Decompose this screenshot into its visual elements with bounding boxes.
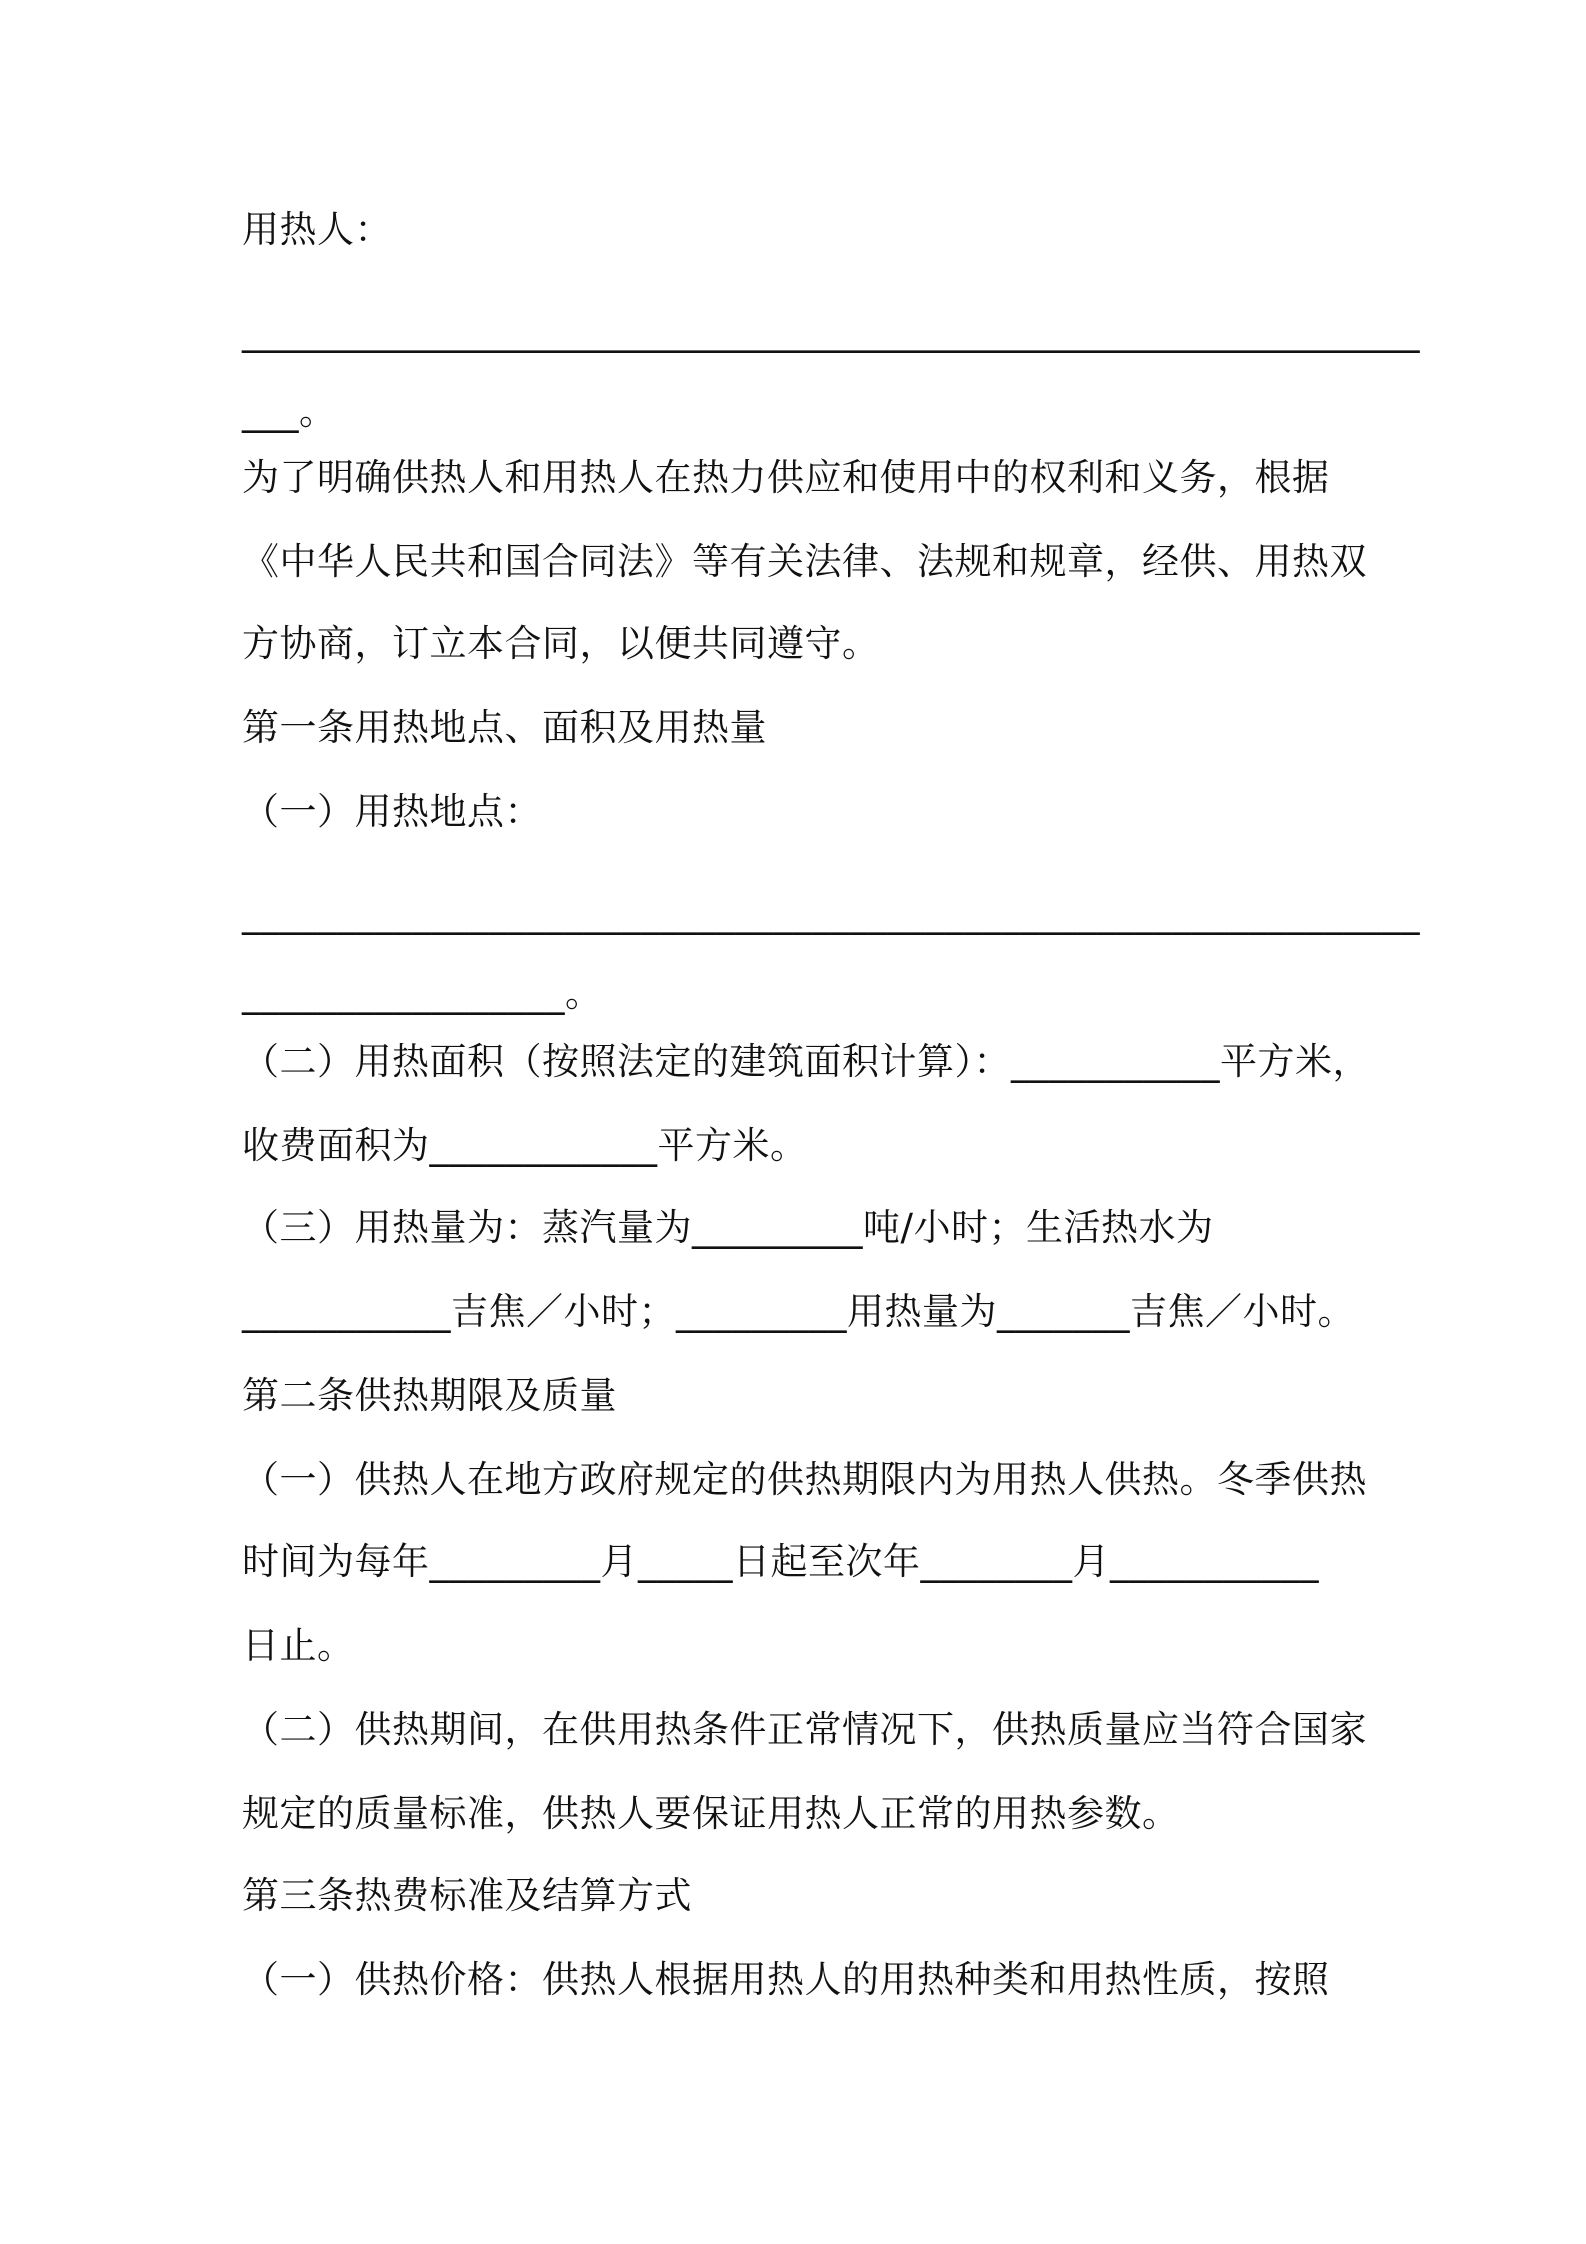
- clause-1-2-line-1: （二）用热面积（按照法定的建筑面积计算）：___________平方米，: [242, 1040, 1370, 1083]
- preamble-line-2: 《中华人民共和国合同法》等有关法律、法规和规章，经供、用热双: [242, 540, 1367, 583]
- clause-3-1-line-1: （一）供热价格：供热人根据用热人的用热种类和用热性质，按照: [242, 1958, 1330, 2001]
- clause-1-3-line-2: ___________吉焦／小时；_________用热量为_______吉焦／小时。: [242, 1290, 1355, 1333]
- clause-2-1-line-1: （一）供热人在地方政府规定的供热期限内为用热人供热。冬季供热: [242, 1458, 1367, 1501]
- article-2-heading: 第二条供热期限及质量: [242, 1374, 617, 1417]
- blank-line-end: _________________。: [242, 972, 603, 1015]
- article-1-heading: 第一条用热地点、面积及用热量: [242, 706, 767, 749]
- preamble-line-1: 为了明确供热人和用热人在热力供应和使用中的权利和义务，根据: [242, 456, 1330, 499]
- blank-line: ______________________________________________________________: [242, 892, 1420, 935]
- clause-2-1-line-3: 日止。: [242, 1624, 355, 1667]
- blank-line-end: ___。: [242, 390, 337, 433]
- clause-2-2-line-2: 规定的质量标准，供热人要保证用热人正常的用热参数。: [242, 1792, 1180, 1835]
- clause-2-1-line-2: 时间为每年_________月_____日起至次年________月___________: [242, 1540, 1319, 1583]
- clause-1-1: （一）用热地点：: [242, 790, 542, 833]
- clause-1-2-line-2: 收费面积为____________平方米。: [242, 1124, 808, 1167]
- blank-line: ______________________________________________________________: [242, 310, 1420, 353]
- clause-2-2-line-1: （二）供热期间，在供用热条件正常情况下，供热质量应当符合国家: [242, 1708, 1367, 1751]
- preamble-line-3: 方协商，订立本合同，以便共同遵守。: [242, 622, 880, 665]
- user-heat-label: 用热人：: [242, 208, 392, 251]
- article-3-heading: 第三条热费标准及结算方式: [242, 1874, 692, 1917]
- clause-1-3-line-1: （三）用热量为：蒸汽量为_________吨/小时；生活热水为: [242, 1206, 1214, 1249]
